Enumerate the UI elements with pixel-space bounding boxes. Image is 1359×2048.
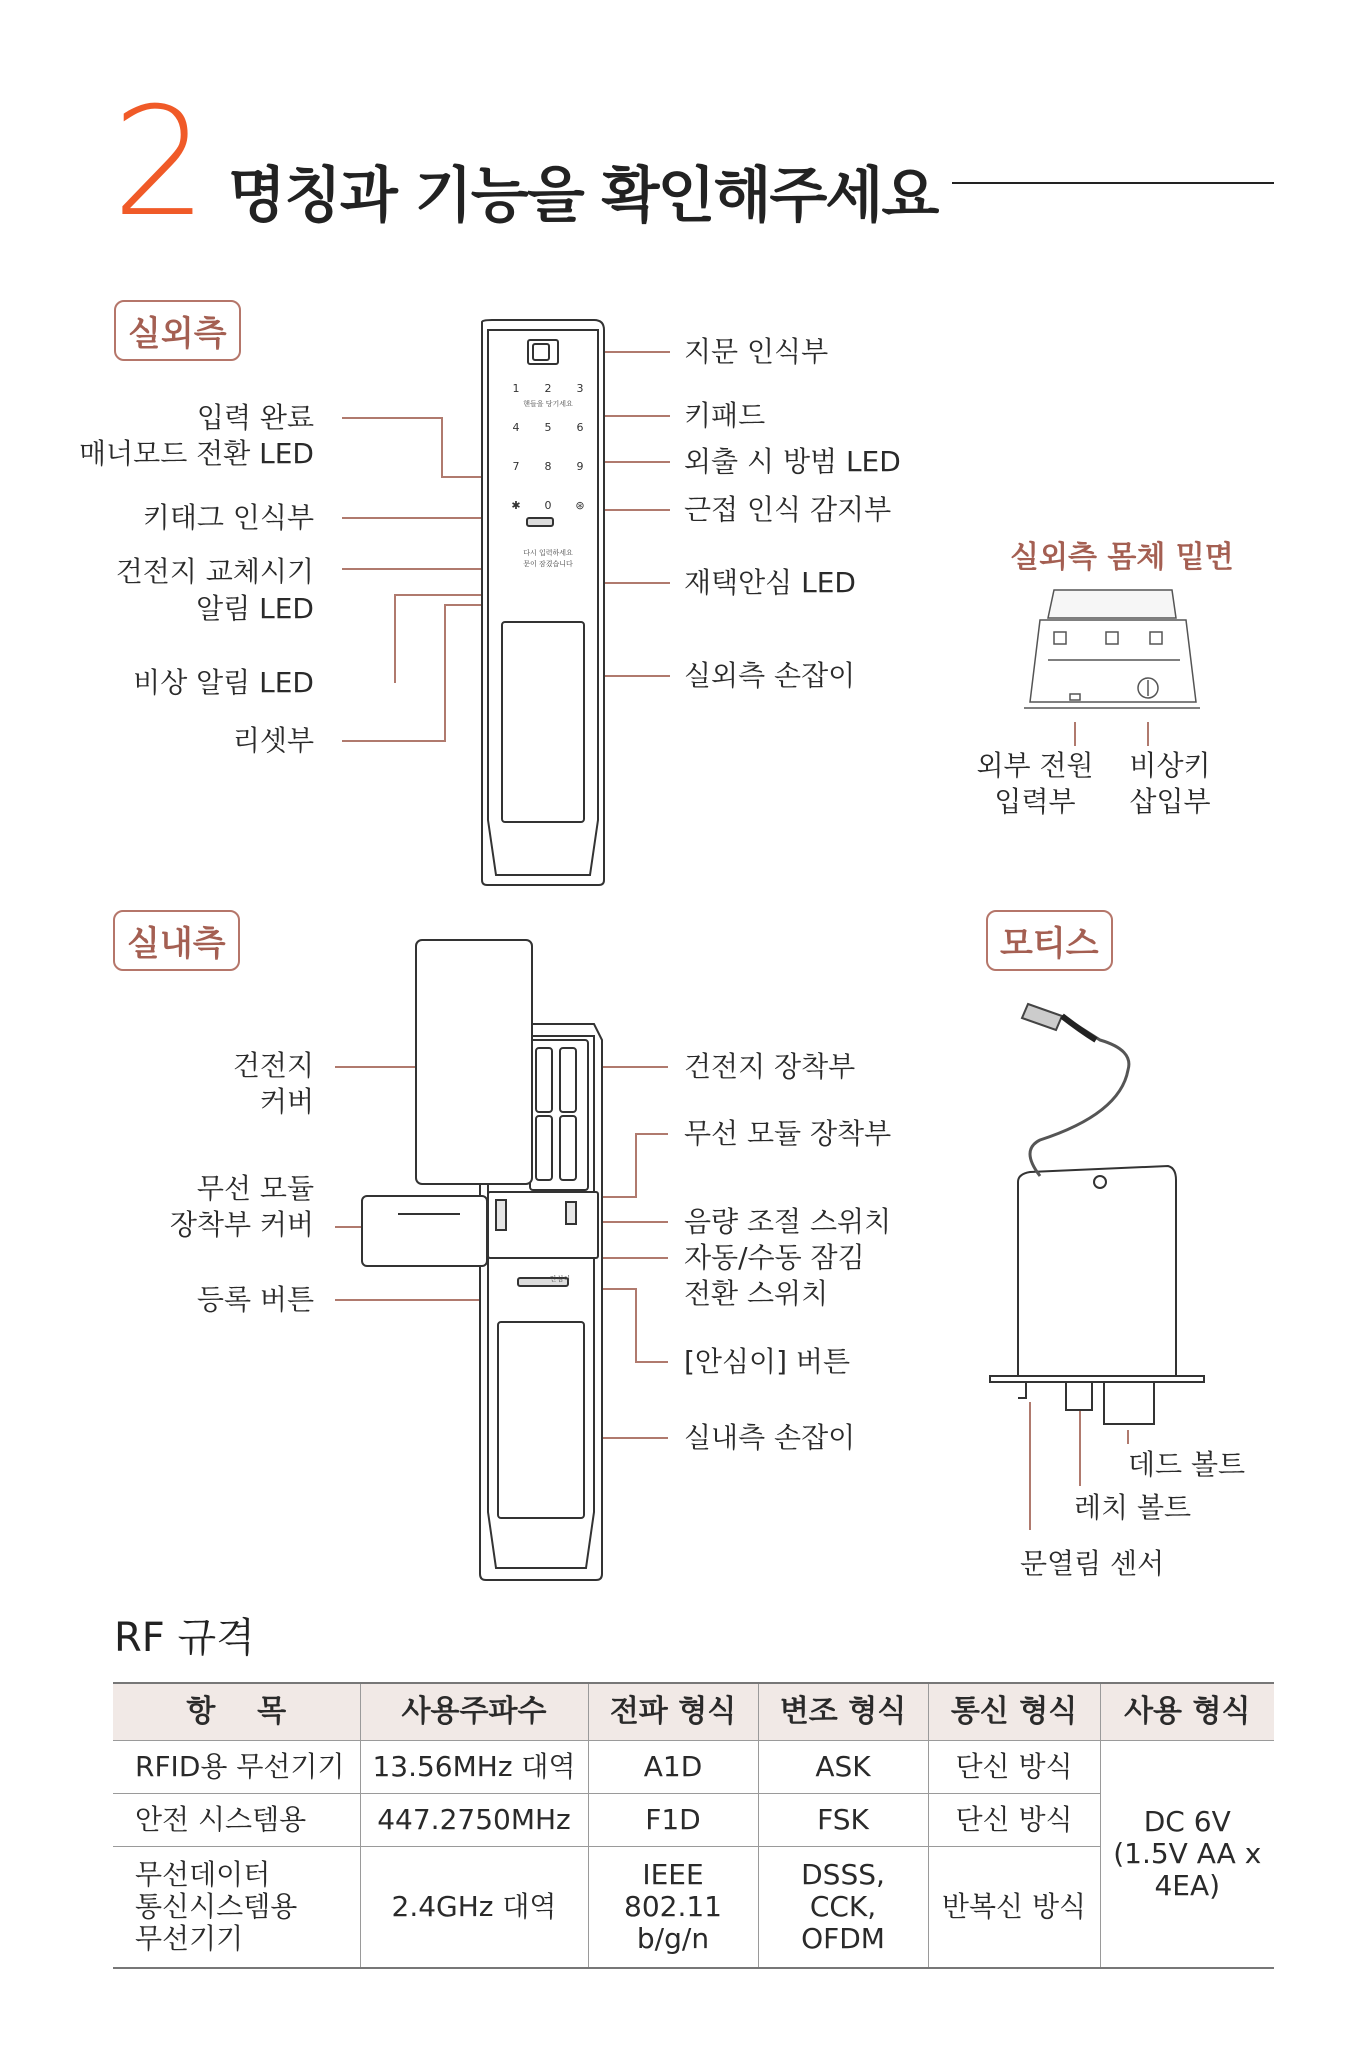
label-battery-cover-2: 커버 <box>259 1085 314 1118</box>
label-register-button: 등록 버튼 <box>196 1283 314 1316</box>
label-module-cover-2: 장착부 커버 <box>169 1208 314 1241</box>
key-star[interactable]: ✱ <box>511 499 521 512</box>
indoor-safe-label: 안심이 <box>549 1275 571 1283</box>
label-battery-2: 알림 LED <box>196 592 314 625</box>
header-communication: 통신 형식 <box>928 1683 1100 1741</box>
badge-outdoor: 실외측 <box>114 300 241 361</box>
mod-line-2: CCK, <box>809 1889 877 1923</box>
key-4[interactable]: 4 <box>512 421 520 434</box>
label-module-cover-1: 무선 모듈 <box>196 1172 314 1205</box>
label-power-1: 외부 전원 <box>976 749 1094 782</box>
cell-item <box>113 1847 360 1968</box>
cell-frequency: 2.4GHz 대역 <box>360 1847 588 1968</box>
cell-wave <box>588 1847 758 1968</box>
cell-modulation: ASK <box>758 1741 928 1794</box>
table-row <box>113 1847 1274 1968</box>
label-key-2: 삽입부 <box>1129 785 1211 818</box>
key-3[interactable]: 3 <box>576 382 584 395</box>
cell-modulation <box>758 1847 928 1968</box>
item-line-2: 통신시스템용 <box>135 1889 298 1923</box>
cell-item: RFID용 무선기기 <box>113 1741 360 1794</box>
usage-line-2: (1.5V AA x <box>1113 1836 1262 1870</box>
item-line-3: 무선기기 <box>135 1921 244 1955</box>
table-header-row <box>113 1683 1274 1741</box>
status-text-retry: 다시 입력하세요 <box>523 549 573 557</box>
label-auto-manual-1: 자동/수동 잠김 <box>684 1241 865 1274</box>
table-row <box>113 1741 1274 1794</box>
label-auto-manual-2: 전환 스위치 <box>684 1277 829 1310</box>
cell-item: 안전 시스템용 <box>113 1794 360 1847</box>
key-6[interactable]: 6 <box>576 421 584 434</box>
label-home-safe-led: 재택안심 LED <box>684 566 856 599</box>
page-title: 명칭과 기능을 확인해주세요 <box>228 161 938 231</box>
key-lock[interactable]: ⊛ <box>575 499 585 512</box>
cell-communication: 단신 방식 <box>928 1794 1100 1847</box>
wave-line-2: 802.11 <box>624 1889 722 1923</box>
usage-line-3: 4EA) <box>1154 1868 1221 1902</box>
label-keypad: 키패드 <box>684 399 766 432</box>
key-9[interactable]: 9 <box>576 460 584 473</box>
header-modulation: 변조 형식 <box>758 1683 928 1741</box>
mortise-drawing <box>990 1004 1204 1424</box>
label-emergency-key <box>1110 748 1230 820</box>
indoor-lock-drawing <box>362 940 602 1580</box>
bottom-view-title: 실외측 몸체 밑면 <box>1010 540 1234 575</box>
key-0[interactable]: 0 <box>544 499 552 512</box>
label-power-2: 입력부 <box>994 785 1076 818</box>
label-input-complete: 입력 완료 <box>196 401 314 434</box>
cell-communication: 반복신 방식 <box>928 1847 1100 1968</box>
key-2[interactable]: 2 <box>544 382 552 395</box>
label-module-mount: 무선 모듈 장착부 <box>684 1117 892 1150</box>
cell-modulation: FSK <box>758 1794 928 1847</box>
label-key-1: 비상키 <box>1129 749 1211 782</box>
rf-spec-table <box>113 1682 1274 1969</box>
key-5[interactable]: 5 <box>544 421 552 434</box>
label-reset: 리셋부 <box>232 724 314 757</box>
label-battery-cover-1: 건전지 <box>232 1049 314 1082</box>
cell-wave: F1D <box>588 1794 758 1847</box>
header-item: 항 목 <box>113 1683 360 1741</box>
label-indoor-handle: 실내측 손잡이 <box>684 1421 856 1454</box>
step-number: 2 <box>112 76 208 250</box>
label-volume-switch: 음량 조절 스위치 <box>684 1205 892 1238</box>
key-8[interactable]: 8 <box>544 460 552 473</box>
label-outdoor-handle: 실외측 손잡이 <box>684 659 856 692</box>
badge-mortise: 모티스 <box>986 910 1113 971</box>
label-proximity: 근접 인식 감지부 <box>684 493 892 526</box>
header-frequency: 사용주파수 <box>360 1683 588 1741</box>
label-away-led: 외출 시 방범 LED <box>684 445 901 478</box>
rf-spec-title: RF 규격 <box>114 1615 255 1661</box>
badge-indoor: 실내측 <box>113 910 240 971</box>
mod-line-3: OFDM <box>801 1921 885 1955</box>
label-emergency-led: 비상 알림 LED <box>133 666 314 699</box>
cell-frequency: 447.2750MHz <box>360 1794 588 1847</box>
wave-line-3: b/g/n <box>636 1921 710 1955</box>
header-wave-type: 전파 형식 <box>588 1683 758 1741</box>
status-text-locked: 문이 잠겼습니다 <box>523 560 573 568</box>
label-latch-bolt: 레치 볼트 <box>1074 1491 1192 1524</box>
usage-line-1: DC 6V <box>1143 1804 1231 1838</box>
key-7[interactable]: 7 <box>512 460 520 473</box>
label-battery-1: 건전지 교체시기 <box>115 555 314 588</box>
keypad-hint: 핸들을 당기세요 <box>523 400 573 408</box>
label-manner-mode: 매너모드 전환 LED <box>79 437 314 470</box>
cell-communication: 단신 방식 <box>928 1741 1100 1794</box>
label-battery-mount: 건전지 장착부 <box>684 1050 856 1083</box>
status-messages <box>500 548 596 570</box>
label-power-input <box>975 748 1095 820</box>
label-door-sensor: 문열림 센서 <box>1020 1547 1165 1580</box>
table-row <box>113 1794 1274 1847</box>
label-key-tag: 키태그 인식부 <box>142 501 314 534</box>
item-line-1: 무선데이터 <box>135 1857 271 1891</box>
cell-wave: A1D <box>588 1741 758 1794</box>
mod-line-1: DSSS, <box>801 1857 885 1891</box>
cell-usage <box>1100 1741 1274 1968</box>
label-fingerprint: 지문 인식부 <box>684 335 829 368</box>
key-1[interactable]: 1 <box>512 382 520 395</box>
header-usage: 사용 형식 <box>1100 1683 1274 1741</box>
cell-frequency: 13.56MHz 대역 <box>360 1741 588 1794</box>
label-safe-button: [안심이] 버튼 <box>684 1345 850 1378</box>
label-dead-bolt: 데드 볼트 <box>1128 1448 1246 1481</box>
wave-line-1: IEEE <box>642 1857 704 1891</box>
bottom-view-drawing <box>1024 590 1200 708</box>
